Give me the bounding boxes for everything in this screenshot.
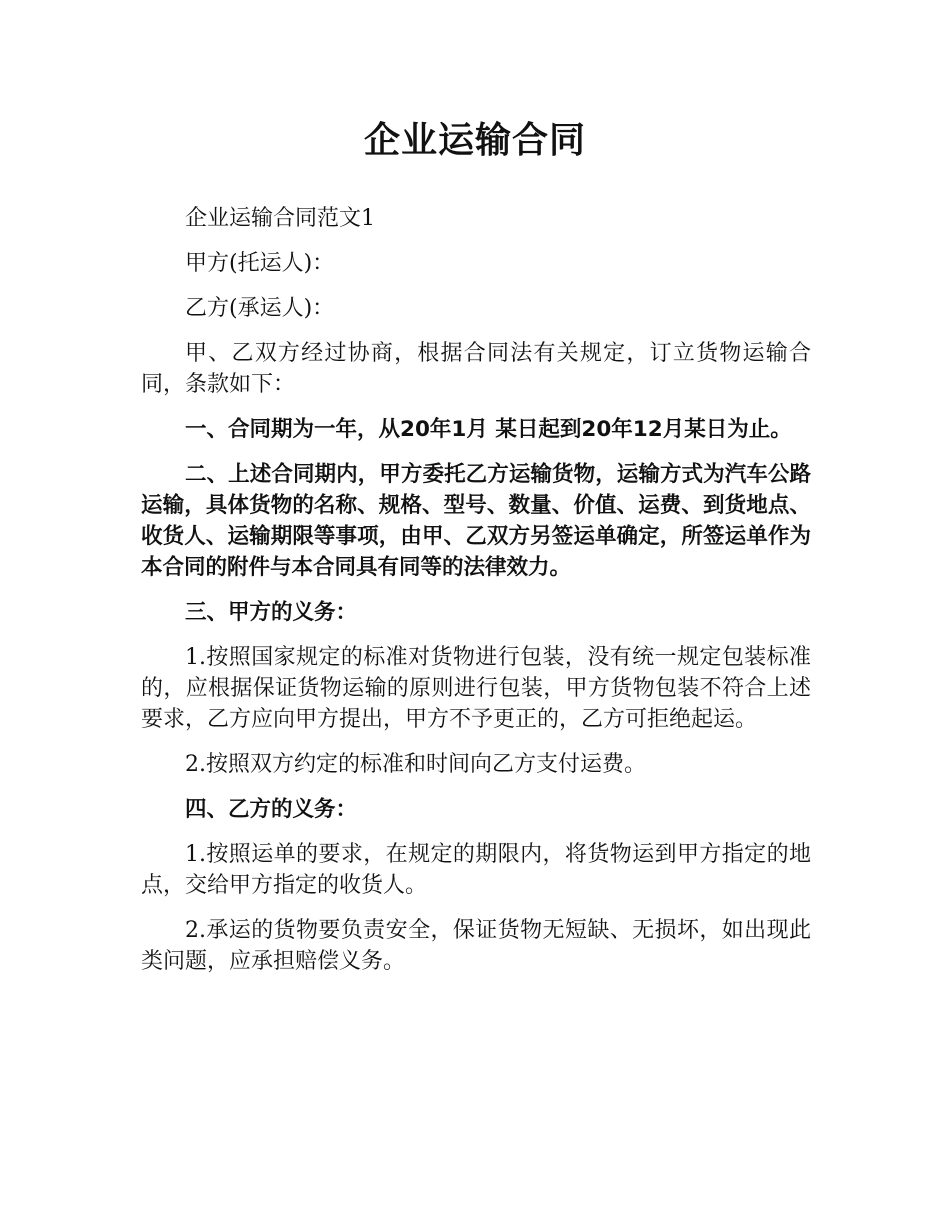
clause-4-item-2: 2.承运的货物要负责安全，保证货物无短缺、无损坏，如出现此类问题，应承担赔偿义务。 — [141, 918, 811, 974]
paragraph-template-heading: 企业运输合同范文1 — [185, 206, 375, 231]
clause-3-item-2: 2.按照双方约定的标准和时间向乙方支付运费。 — [185, 752, 646, 777]
document-title: 企业运输合同 — [363, 120, 586, 161]
paragraph-party-a: 甲方(托运人)： — [185, 251, 335, 276]
paragraph-party-b: 乙方(承运人)： — [185, 296, 335, 321]
clause-2-transport-scope: 二、上述合同期内，甲方委托乙方运输货物，运输方式为汽车公路运输，具体货物的名称、规格、型号、数量、价值、运费、到货地点、收货人、运输期限等事项，由甲、乙双方另签运单确定，所签运单作为本合同的附件与本合同具有同等的法律效力。 — [141, 462, 811, 580]
paragraph-preamble: 甲、乙双方经过协商，根据合同法有关规定，订立货物运输合同，条款如下： — [141, 341, 811, 397]
clause-3-heading: 三、甲方的义务： — [185, 600, 358, 625]
clause-1-contract-period: 一、合同期为一年，从20年1月 某日起到20年12月某日为止。 — [185, 417, 792, 442]
clause-4-heading: 四、乙方的义务： — [185, 797, 358, 822]
clause-4-item-1: 1.按照运单的要求，在规定的期限内，将货物运到甲方指定的地点，交给甲方指定的收货人。 — [141, 842, 811, 898]
document-body — [141, 203, 811, 991]
clause-3-item-1: 1.按照国家规定的标准对货物进行包装，没有统一规定包装标准的，应根据保证货物运输的原则进行包装，甲方货物包装不符合上述要求，乙方应向甲方提出，甲方不予更正的，乙方可拒绝起运。 — [141, 645, 811, 732]
